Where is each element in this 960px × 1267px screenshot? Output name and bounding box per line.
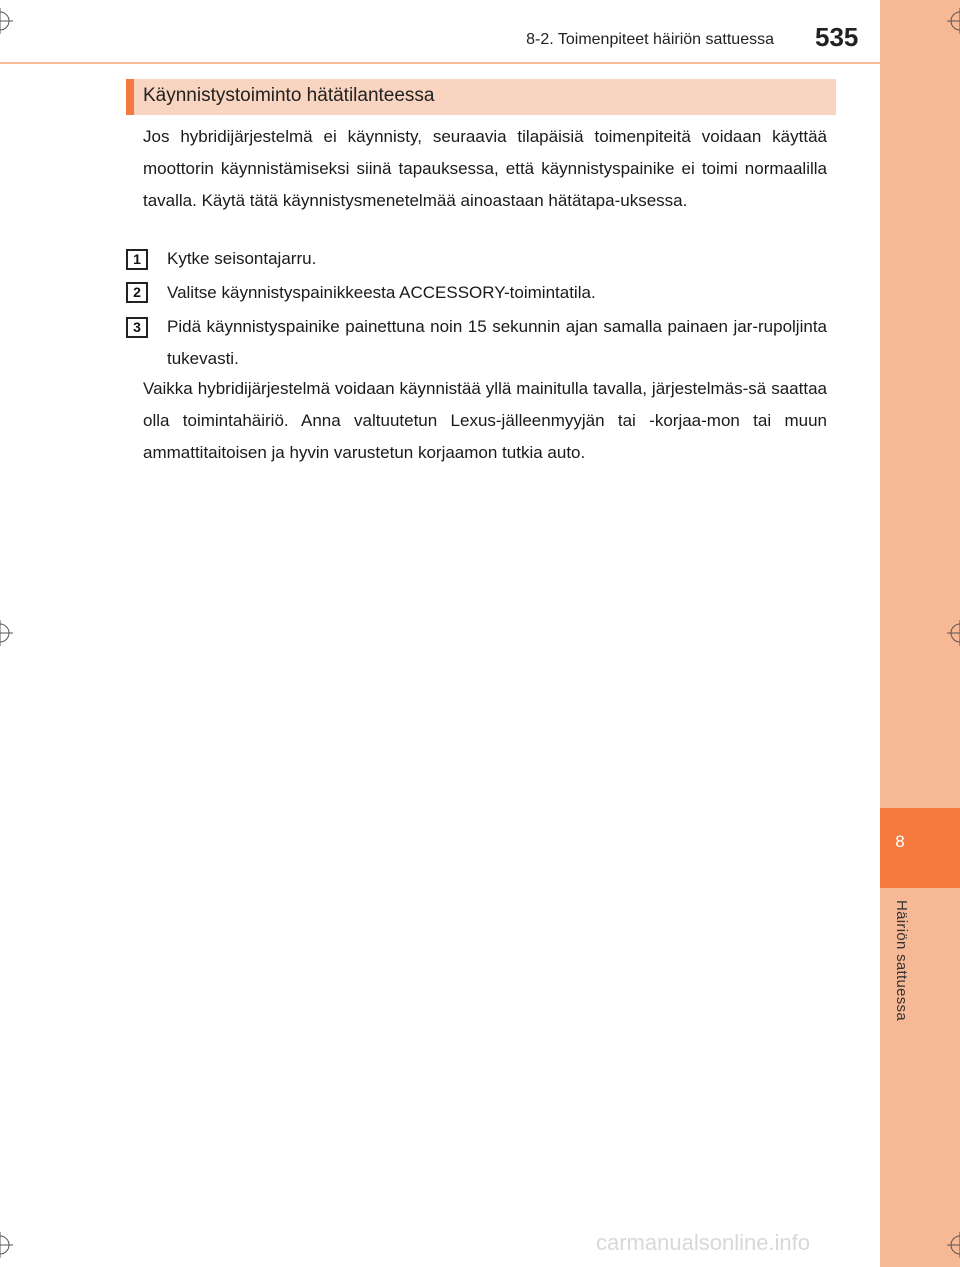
registration-mark-bottom-left — [0, 1232, 13, 1258]
step-3-text: Pidä käynnistyspainike painettuna noin 15 sekunnin ajan samalla painaen jar-rupoljinta tukevasti. — [167, 317, 827, 368]
page-number: 535 — [815, 22, 859, 52]
closing-paragraph: Vaikka hybridijärjestelmä voidaan käynnistää yllä mainitulla tavalla, järjestelmäs-sä saattaa olla toimintahäiriö. Anna valtuutetun Lexus-jälleenmyyjän tai -korjaa-mon tai muun ammattitaitoisen ja hyvin varustetun korjaamon tutkia auto. — [143, 379, 827, 462]
chapter-number: 8 — [895, 832, 905, 851]
step-2-text: Valitse käynnistyspainikkeesta ACCESSORY-toimintatila. — [167, 283, 596, 302]
watermark: carmanualsonline.info — [596, 1230, 811, 1255]
step-1-badge: 1 — [126, 249, 148, 270]
step-1-text: Kytke seisontajarru. — [167, 249, 317, 268]
step-2-badge: 2 — [126, 282, 148, 303]
registration-mark-mid-left — [0, 620, 13, 646]
section-heading-accent — [126, 79, 134, 115]
step-3-badge: 3 — [126, 317, 148, 338]
header-rule — [0, 62, 880, 64]
running-header: 8-2. Toimenpiteet häiriön sattuessa — [526, 31, 774, 48]
section-title: Käynnistystoiminto hätätilanteessa — [143, 85, 435, 106]
registration-mark-top-right — [947, 8, 960, 34]
registration-mark-bottom-right — [947, 1232, 960, 1258]
registration-mark-mid-right — [947, 620, 960, 646]
intro-paragraph: Jos hybridijärjestelmä ei käynnisty, seuraavia tilapäisiä toimenpiteitä voidaan käyttää moottorin käynnistämiseksi siinä tapauksessa, että käynnistyspainike ei toimi normaalilla tavalla. Käytä tätä käynnistysmenetelmää ainoastaan hätätapa-uksessa. — [143, 127, 827, 210]
registration-mark-top-left — [0, 8, 13, 34]
chapter-title: Häiriön sattuessa — [893, 900, 910, 1021]
